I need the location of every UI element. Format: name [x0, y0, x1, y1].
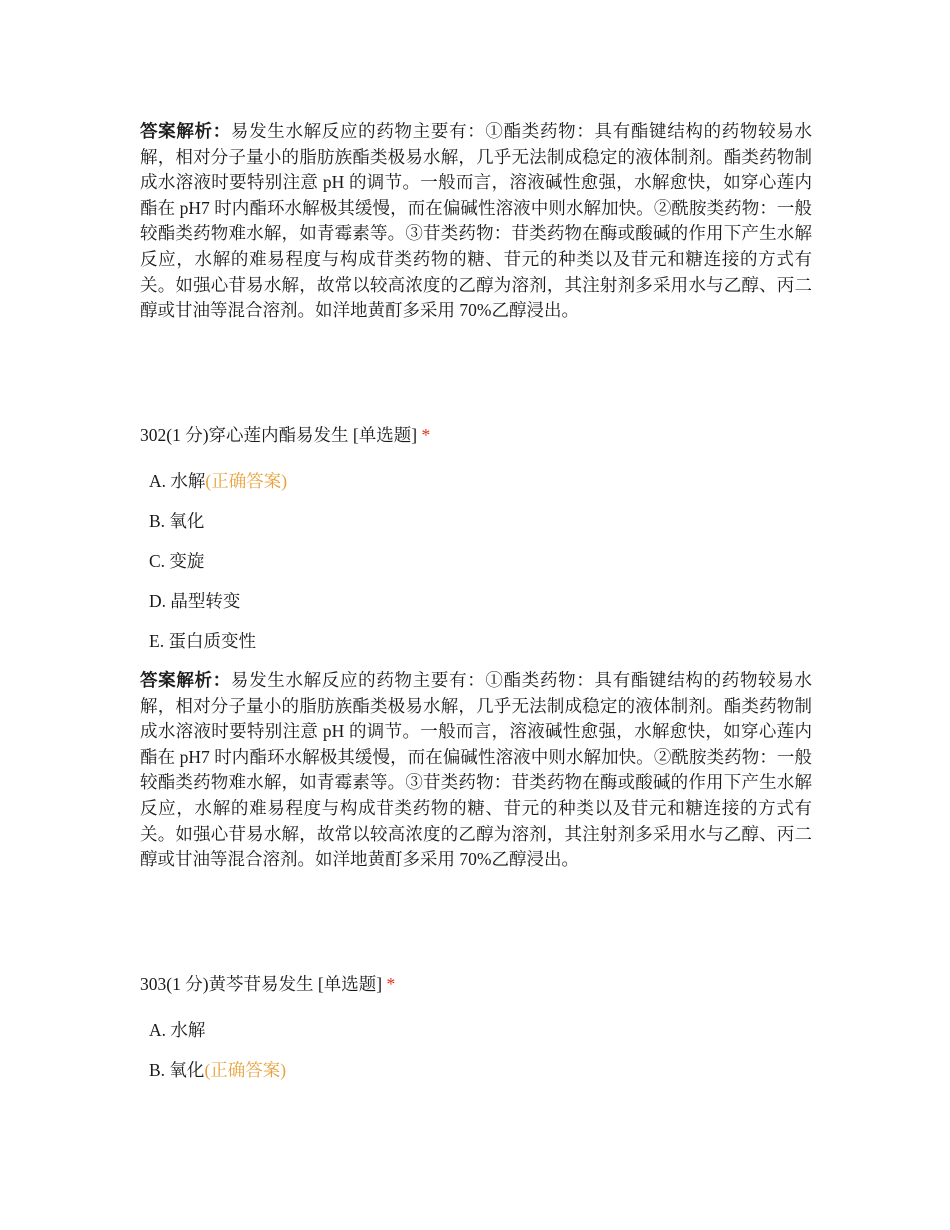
option-label: C. 变旋 [149, 551, 205, 571]
analysis-text: 易发生水解反应的药物主要有：①酯类药物：具有酯键结构的药物较易水解，相对分子量小的脂肪族酯类极易水解，几乎无法制成稳定的液体制剂。酯类药物制成水溶液时要特别注意 pH 的调节。一般而言，溶液碱性愈强，水解愈快，如穿心莲内酯在 pH7 时内酯环水解极其缓慢，而在偏碱性溶液中则水解加快。②酰胺类药物：一般较酯类药物难水解，如青霉素等。③苷类药物：苷类药物在酶或酸碱的作用下产生水解反应，水解的难易程度与构成苷类药物的糖、苷元的种类以及苷元和糖连接的方式有关。如强心苷易水解，故常以较高浓度的乙醇为溶剂，其注射剂多采用水与乙醇、丙二醇或甘油等混合溶剂。如洋地黄酊多采用 70%乙醇浸出。 [140, 121, 813, 321]
option-302-d[interactable] [149, 589, 240, 613]
analysis-label: 答案解析： [140, 121, 231, 141]
option-302-c[interactable] [149, 549, 204, 573]
option-302-a[interactable] [149, 469, 287, 493]
option-303-b[interactable] [149, 1058, 286, 1082]
option-label: B. 氧化 [149, 511, 205, 531]
option-label: B. 氧化 [149, 1060, 205, 1080]
option-label: A. 水解 [149, 1020, 206, 1040]
question-text: 302(1 分)穿心莲内酯易发生 [单选题] [140, 425, 418, 445]
question-302-title [140, 423, 430, 447]
required-mark: * [386, 974, 396, 994]
answer-analysis-302 [140, 668, 812, 873]
correct-answer-tag: (正确答案) [204, 1060, 287, 1080]
question-text: 303(1 分)黄芩苷易发生 [单选题] [140, 974, 383, 994]
required-mark: * [421, 425, 431, 445]
option-label: D. 晶型转变 [149, 591, 241, 611]
correct-answer-tag: (正确答案) [205, 471, 288, 491]
option-302-e[interactable] [149, 629, 256, 653]
option-303-a[interactable] [149, 1018, 205, 1042]
analysis-label: 答案解析： [140, 670, 231, 690]
option-label: A. 水解 [149, 471, 206, 491]
question-303-title [140, 972, 395, 996]
answer-analysis-301 [140, 119, 812, 324]
option-302-b[interactable] [149, 509, 204, 533]
analysis-text: 易发生水解反应的药物主要有：①酯类药物：具有酯键结构的药物较易水解，相对分子量小的脂肪族酯类极易水解，几乎无法制成稳定的液体制剂。酯类药物制成水溶液时要特别注意 pH 的调节。一般而言，溶液碱性愈强，水解愈快，如穿心莲内酯在 pH7 时内酯环水解极其缓慢，而在偏碱性溶液中则水解加快。②酰胺类药物：一般较酯类药物难水解，如青霉素等。③苷类药物：苷类药物在酶或酸碱的作用下产生水解反应，水解的难易程度与构成苷类药物的糖、苷元的种类以及苷元和糖连接的方式有关。如强心苷易水解，故常以较高浓度的乙醇为溶剂，其注射剂多采用水与乙醇、丙二醇或甘油等混合溶剂。如洋地黄酊多采用 70%乙醇浸出。 [140, 670, 813, 870]
option-label: E. 蛋白质变性 [149, 631, 256, 651]
